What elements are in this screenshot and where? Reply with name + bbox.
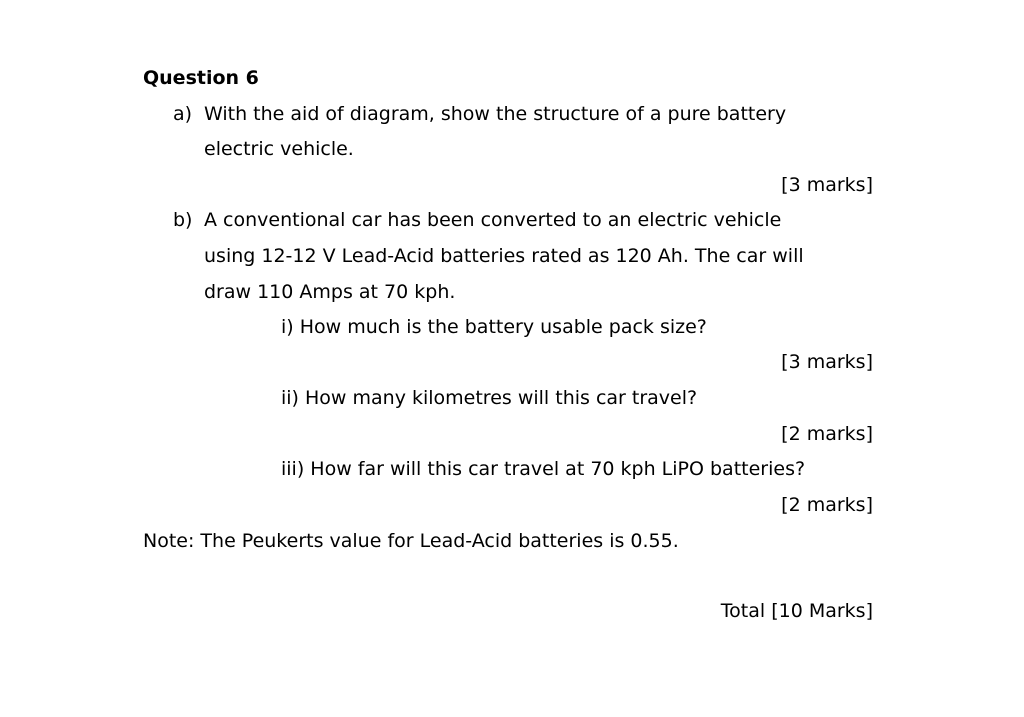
sub-question-i: i) How much is the battery usable pack size? bbox=[281, 316, 707, 338]
part-b-line-1: A conventional car has been converted to an electric vehicle bbox=[204, 209, 782, 231]
part-a-marks: [3 marks] bbox=[781, 174, 873, 196]
sub-question-ii: ii) How many kilometres will this car travel? bbox=[281, 387, 698, 409]
part-a-line-2: electric vehicle. bbox=[204, 138, 354, 160]
sub-question-ii-marks: [2 marks] bbox=[781, 423, 873, 445]
total-marks: Total [10 Marks] bbox=[720, 600, 873, 622]
part-b-line-2: using 12-12 V Lead-Acid batteries rated as 120 Ah. The car will bbox=[204, 245, 804, 267]
part-b-label: b) bbox=[173, 209, 193, 231]
question-title: Question 6 bbox=[143, 67, 259, 89]
sub-question-iii: iii) How far will this car travel at 70 kph LiPO batteries? bbox=[281, 458, 806, 480]
sub-question-iii-marks: [2 marks] bbox=[781, 494, 873, 516]
sub-question-i-marks: [3 marks] bbox=[781, 351, 873, 373]
part-a-label: a) bbox=[173, 103, 193, 125]
part-a-line-1: With the aid of diagram, show the structure of a pure battery bbox=[204, 103, 787, 125]
part-b-line-3: draw 110 Amps at 70 kph. bbox=[204, 281, 456, 303]
note-text: Note: The Peukerts value for Lead-Acid batteries is 0.55. bbox=[143, 530, 679, 552]
